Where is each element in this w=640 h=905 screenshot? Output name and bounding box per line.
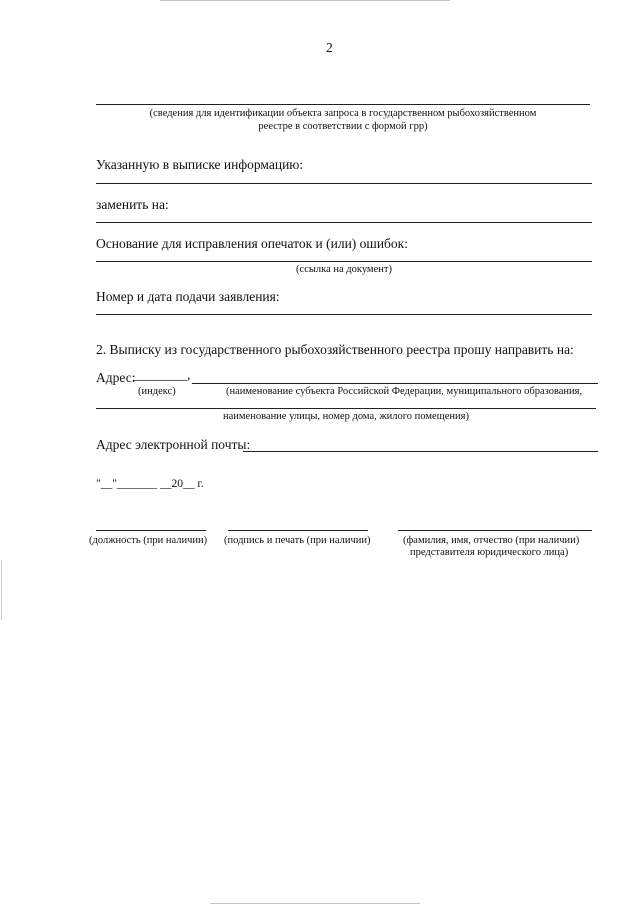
ident-caption-line1: (сведения для идентификации объекта запроса в государственном рыбохозяйственном <box>149 108 537 119</box>
scan-left-edge <box>1 560 2 620</box>
replace-with-line[interactable] <box>96 222 592 223</box>
fio-caption-line1: (фамилия, имя, отчество (при наличии) <box>403 535 580 546</box>
document-link-caption: (ссылка на документ) <box>296 264 392 275</box>
position-caption: (должность (при наличии) <box>89 535 208 546</box>
application-number-date-line[interactable] <box>96 314 592 315</box>
address-line-2[interactable] <box>96 408 596 409</box>
address-index-blank[interactable]: ________, <box>133 367 191 382</box>
address-label: Адрес: <box>96 370 136 385</box>
signature-line[interactable] <box>228 530 368 531</box>
specified-info-line[interactable] <box>96 183 592 184</box>
correction-basis-line[interactable] <box>96 261 592 262</box>
section2-heading: 2. Выписку из государственного рыбохозяйственного реестра прошу направить на: <box>96 342 574 357</box>
page-number: 2 <box>326 40 333 55</box>
position-line[interactable] <box>96 530 206 531</box>
scan-bottom-edge <box>210 903 420 904</box>
ident-caption-line2: реестре в соответствии с формой грр) <box>258 121 428 132</box>
address-line[interactable] <box>192 383 598 384</box>
signature-caption: (подпись и печать (при наличии) <box>224 535 371 546</box>
email-line[interactable] <box>243 451 598 452</box>
date-line[interactable]: "__"_______ __20__ г. <box>96 478 204 490</box>
ident-line <box>96 104 590 105</box>
fio-caption-line2: представителя юридического лица) <box>410 547 569 558</box>
correction-basis-label: Основание для исправления опечаток и (или) ошибок: <box>96 236 408 251</box>
street-caption: наименование улицы, номер дома, жилого помещения) <box>223 411 469 422</box>
subject-caption: (наименование субъекта Российской Федерации, муниципального образования, <box>226 386 583 397</box>
postal-index-caption: (индекс) <box>138 386 176 397</box>
application-number-date-label: Номер и дата подачи заявления: <box>96 289 280 304</box>
email-label: Адрес электронной почты: <box>96 437 251 452</box>
specified-info-label: Указанную в выписке информацию: <box>96 157 304 172</box>
scan-top-edge <box>160 0 450 1</box>
fio-line[interactable] <box>398 530 592 531</box>
replace-with-label: заменить на: <box>96 197 169 212</box>
